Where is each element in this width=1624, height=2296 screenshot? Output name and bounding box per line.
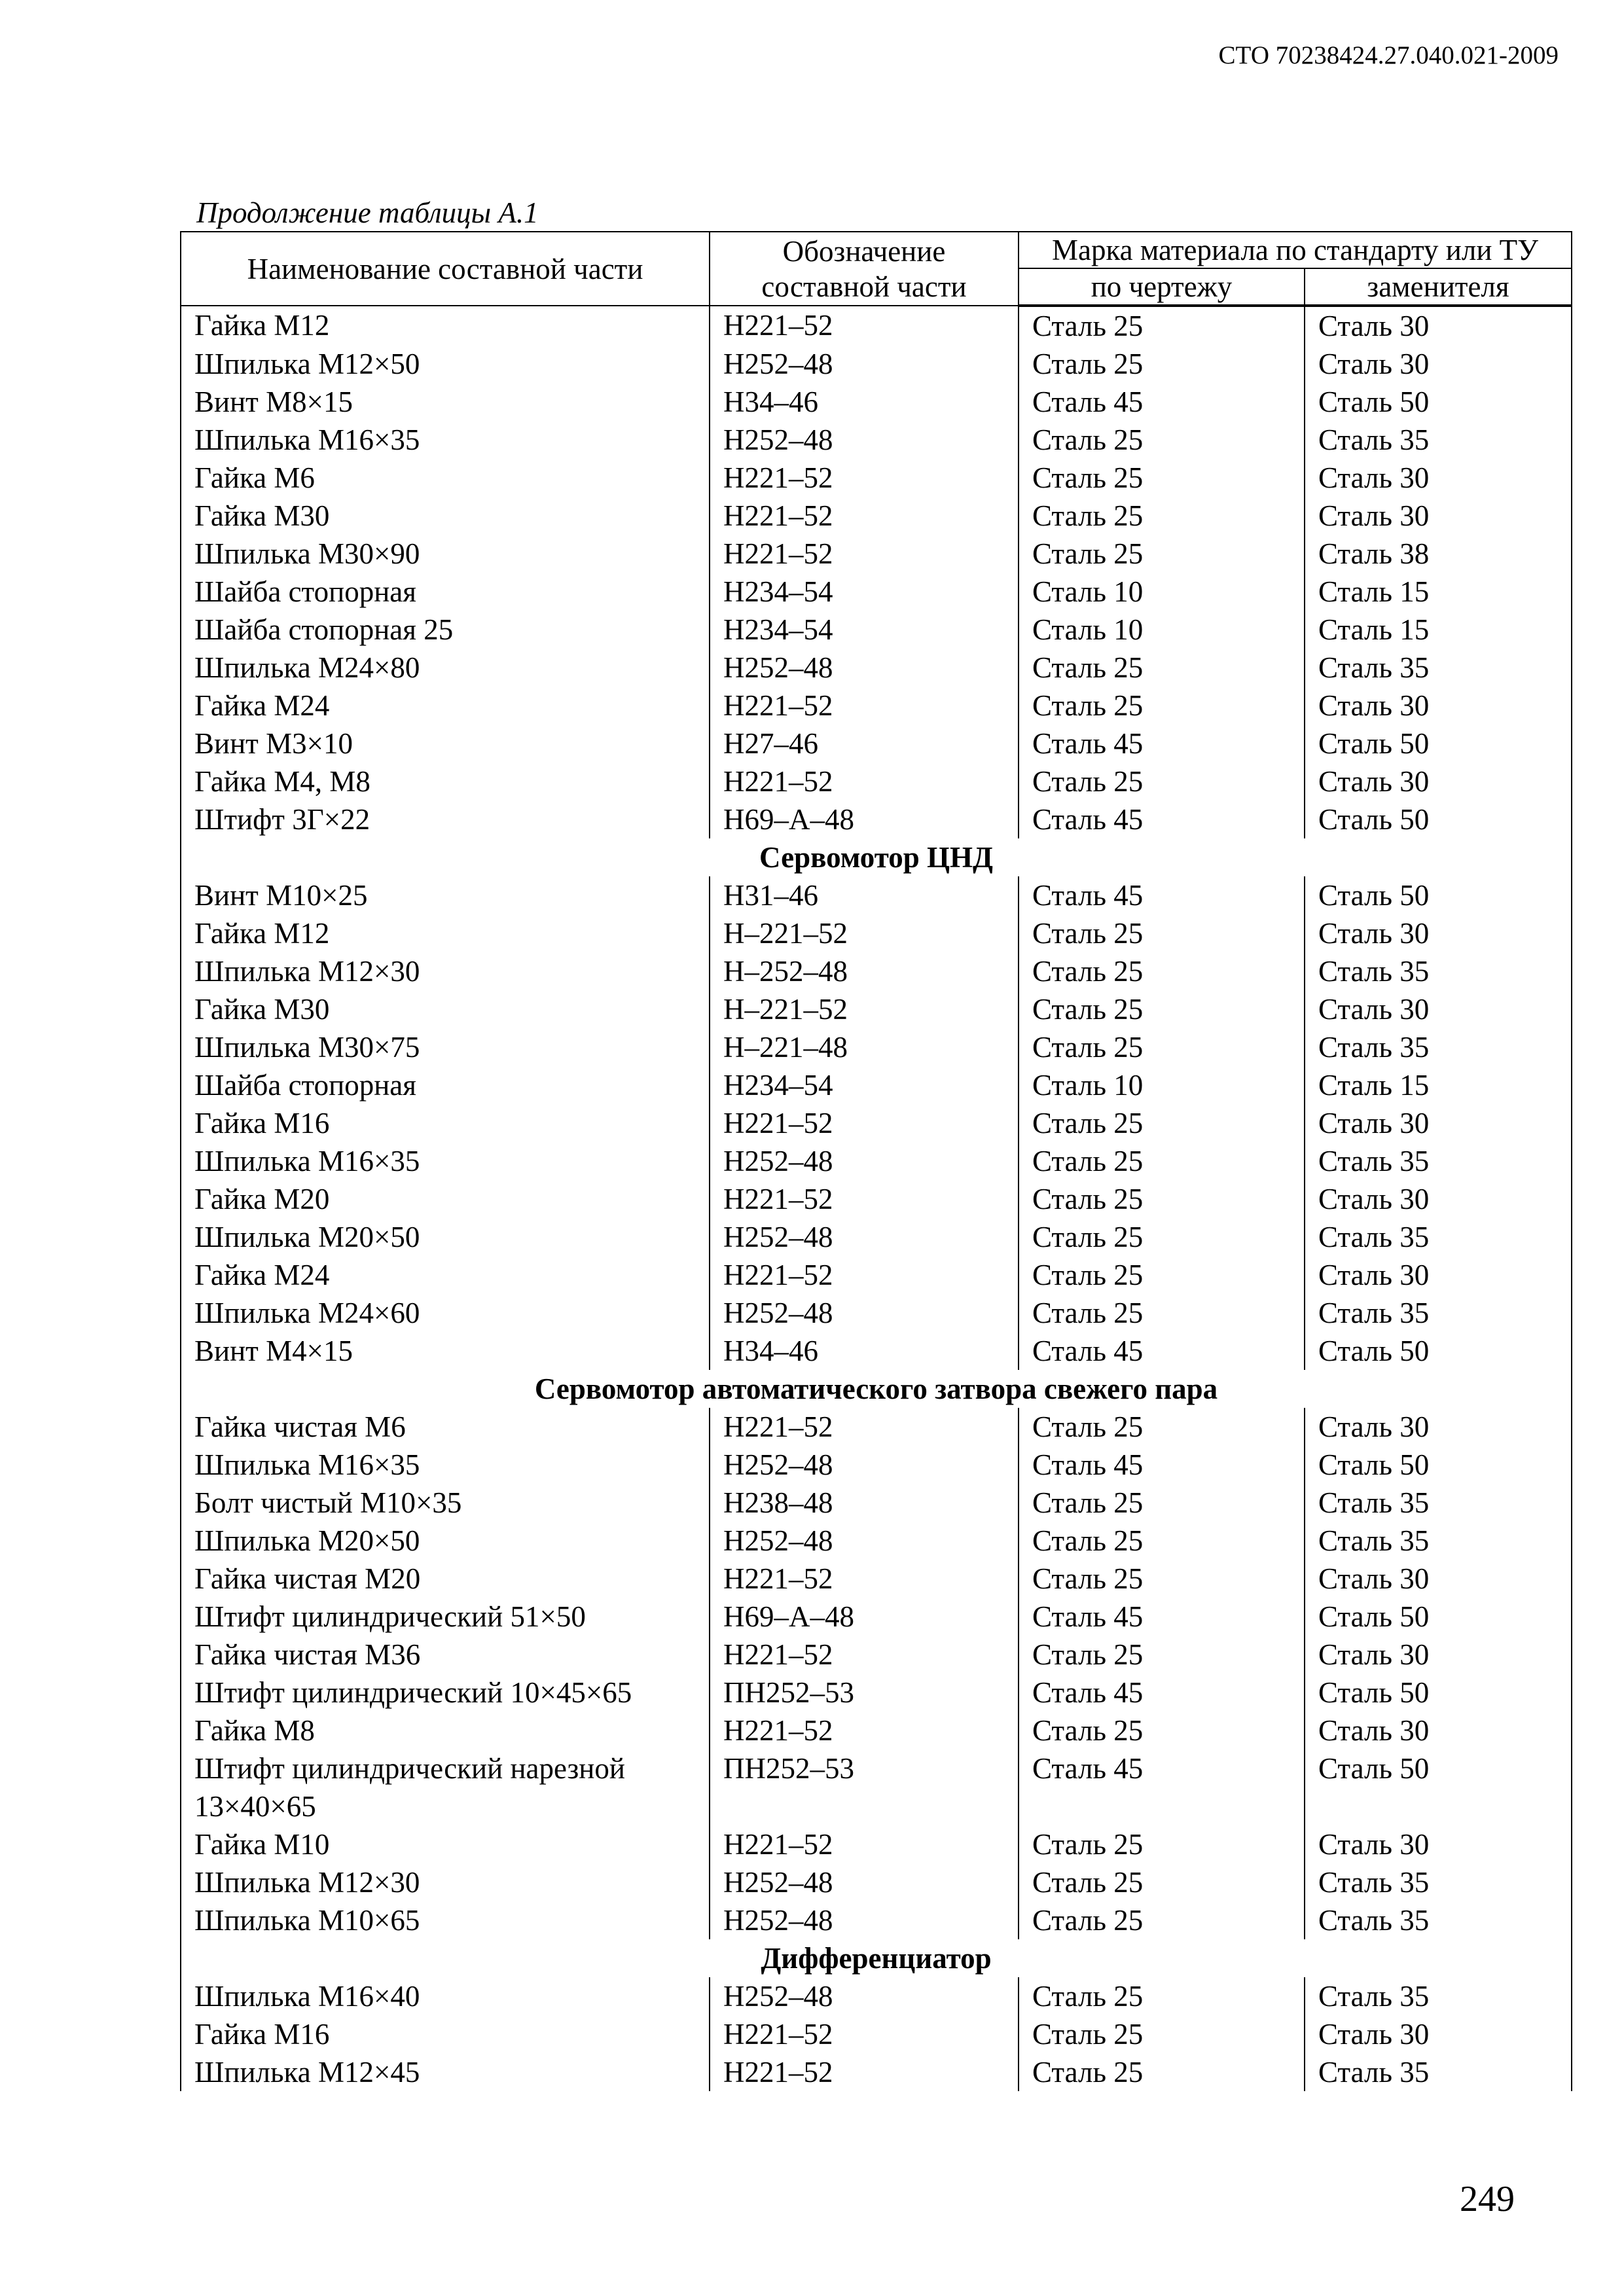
table-row [181, 1712, 1572, 1749]
cell-name: Гайка М6 [181, 459, 710, 497]
cell-name: Штифт 3Г×22 [181, 800, 710, 838]
cell-material-drawing: Сталь 25 [1019, 421, 1305, 459]
table-row [181, 1332, 1572, 1370]
table-row [181, 725, 1572, 762]
table-row [181, 1863, 1572, 1901]
cell-name: Винт М3×10 [181, 725, 710, 762]
cell-material-drawing: Сталь 25 [1019, 1408, 1305, 1446]
cell-designation: Н31–46 [710, 876, 1019, 914]
cell-material-drawing: Сталь 10 [1019, 1066, 1305, 1104]
page-number: 249 [1460, 2179, 1515, 2219]
cell-designation: Н252–48 [710, 1142, 1019, 1180]
cell-name: Шпилька М20×50 [181, 1218, 710, 1256]
cell-designation: ПН252–53 [710, 1674, 1019, 1712]
cell-name: Шпилька М24×60 [181, 1294, 710, 1332]
cell-name: Шпилька М12×45 [181, 2053, 710, 2091]
cell-material-substitute: Сталь 30 [1305, 497, 1572, 535]
table-row [181, 2053, 1572, 2091]
cell-designation: Н–221–48 [710, 1028, 1019, 1066]
cell-name: Гайка М4, М8 [181, 762, 710, 800]
cell-designation: Н221–52 [710, 1256, 1019, 1294]
cell-material-substitute: Сталь 15 [1305, 611, 1572, 649]
cell-material-drawing: Сталь 45 [1019, 1749, 1305, 1825]
cell-designation: Н221–52 [710, 535, 1019, 573]
cell-material-substitute: Сталь 35 [1305, 649, 1572, 687]
cell-material-substitute: Сталь 30 [1305, 990, 1572, 1028]
cell-designation: Н252–48 [710, 1294, 1019, 1332]
table-row [181, 611, 1572, 649]
table-row [181, 1408, 1572, 1446]
table-row [181, 687, 1572, 725]
cell-designation: Н221–52 [710, 1104, 1019, 1142]
table-row [181, 800, 1572, 838]
cell-name: Шпилька М24×80 [181, 649, 710, 687]
cell-designation: Н252–48 [710, 1218, 1019, 1256]
cell-designation: Н221–52 [710, 1636, 1019, 1674]
cell-material-substitute: Сталь 30 [1305, 1636, 1572, 1674]
cell-designation: Н252–48 [710, 649, 1019, 687]
cell-designation: Н221–52 [710, 306, 1019, 345]
cell-material-drawing: Сталь 25 [1019, 1712, 1305, 1749]
cell-name: Гайка чистая М20 [181, 1560, 710, 1598]
cell-name: Гайка М30 [181, 990, 710, 1028]
table-row [181, 306, 1572, 345]
cell-material-substitute: Сталь 30 [1305, 1408, 1572, 1446]
cell-name: Штифт цилиндрический нарезной 13×40×65 [181, 1749, 710, 1825]
cell-designation: Н221–52 [710, 1180, 1019, 1218]
cell-name: Гайка М30 [181, 497, 710, 535]
cell-designation: Н252–48 [710, 345, 1019, 383]
cell-material-substitute: Сталь 50 [1305, 1749, 1572, 1825]
table-row [181, 1066, 1572, 1104]
cell-material-drawing: Сталь 25 [1019, 1522, 1305, 1560]
cell-name: Гайка М24 [181, 687, 710, 725]
cell-designation: Н234–54 [710, 611, 1019, 649]
cell-material-drawing: Сталь 25 [1019, 1825, 1305, 1863]
table-row [181, 1901, 1572, 1939]
cell-designation: Н221–52 [710, 687, 1019, 725]
cell-name: Штифт цилиндрический 10×45×65 [181, 1674, 710, 1712]
cell-material-substitute: Сталь 35 [1305, 421, 1572, 459]
cell-name: Винт М8×15 [181, 383, 710, 421]
cell-name: Шпилька М20×50 [181, 1522, 710, 1560]
cell-material-drawing: Сталь 25 [1019, 2053, 1305, 2091]
cell-name: Шайба стопорная 25 [181, 611, 710, 649]
cell-material-drawing: Сталь 25 [1019, 306, 1305, 345]
header-by-drawing: по чертежу [1019, 268, 1305, 306]
cell-material-substitute: Сталь 30 [1305, 1104, 1572, 1142]
cell-name: Шпилька М10×65 [181, 1901, 710, 1939]
cell-name: Штифт цилиндрический 51×50 [181, 1598, 710, 1636]
cell-name: Винт М4×15 [181, 1332, 710, 1370]
cell-material-drawing: Сталь 25 [1019, 1901, 1305, 1939]
cell-material-substitute: Сталь 30 [1305, 1560, 1572, 1598]
cell-name: Гайка чистая М6 [181, 1408, 710, 1446]
cell-material-drawing: Сталь 45 [1019, 1332, 1305, 1370]
table-row [181, 1028, 1572, 1066]
cell-name: Гайка М16 [181, 1104, 710, 1142]
header-substitute: заменителя [1305, 268, 1572, 306]
cell-material-drawing: Сталь 25 [1019, 1863, 1305, 1901]
cell-designation: Н34–46 [710, 1332, 1019, 1370]
cell-name: Шпилька М16×35 [181, 1142, 710, 1180]
cell-material-drawing: Сталь 25 [1019, 497, 1305, 535]
cell-name: Болт чистый М10×35 [181, 1484, 710, 1522]
table-row [181, 876, 1572, 914]
table-body [181, 306, 1572, 2091]
cell-material-substitute: Сталь 30 [1305, 1180, 1572, 1218]
cell-material-drawing: Сталь 25 [1019, 1977, 1305, 2015]
cell-material-substitute: Сталь 35 [1305, 1294, 1572, 1332]
cell-material-drawing: Сталь 25 [1019, 1636, 1305, 1674]
cell-material-drawing: Сталь 25 [1019, 1142, 1305, 1180]
cell-designation: Н69–А–48 [710, 1598, 1019, 1636]
cell-designation: Н221–52 [710, 762, 1019, 800]
cell-material-substitute: Сталь 50 [1305, 725, 1572, 762]
table-row [181, 1598, 1572, 1636]
table-row [181, 1674, 1572, 1712]
cell-material-substitute: Сталь 35 [1305, 2053, 1572, 2091]
section-title: Дифференциатор [181, 1939, 1572, 1977]
cell-name: Гайка М16 [181, 2015, 710, 2053]
cell-name: Шпилька М16×35 [181, 1446, 710, 1484]
table-row [181, 497, 1572, 535]
cell-name: Шпилька М30×75 [181, 1028, 710, 1066]
cell-material-drawing: Сталь 25 [1019, 1484, 1305, 1522]
cell-designation: Н252–48 [710, 1446, 1019, 1484]
cell-material-drawing: Сталь 25 [1019, 535, 1305, 573]
cell-material-drawing: Сталь 45 [1019, 383, 1305, 421]
cell-designation: Н34–46 [710, 383, 1019, 421]
cell-material-drawing: Сталь 45 [1019, 800, 1305, 838]
cell-material-drawing: Сталь 25 [1019, 687, 1305, 725]
header-designation: Обозначение составной части [710, 232, 1019, 306]
cell-material-substitute: Сталь 35 [1305, 1484, 1572, 1522]
cell-designation: Н221–52 [710, 1560, 1019, 1598]
cell-name: Шпилька М12×50 [181, 345, 710, 383]
cell-material-substitute: Сталь 15 [1305, 573, 1572, 611]
cell-material-substitute: Сталь 30 [1305, 345, 1572, 383]
section-row [181, 838, 1572, 876]
cell-material-drawing: Сталь 25 [1019, 1028, 1305, 1066]
cell-designation: Н–221–52 [710, 914, 1019, 952]
table-row [181, 1446, 1572, 1484]
cell-designation: Н238–48 [710, 1484, 1019, 1522]
cell-designation: Н221–52 [710, 2015, 1019, 2053]
cell-designation: Н252–48 [710, 1901, 1019, 1939]
cell-material-substitute: Сталь 35 [1305, 1901, 1572, 1939]
document-code: СТО 70238424.27.040.021-2009 [1218, 41, 1559, 69]
table-row [181, 914, 1572, 952]
cell-designation: Н252–48 [710, 1522, 1019, 1560]
cell-material-substitute: Сталь 50 [1305, 1446, 1572, 1484]
cell-material-substitute: Сталь 50 [1305, 800, 1572, 838]
section-title: Сервомотор ЦНД [181, 838, 1572, 876]
cell-material-drawing: Сталь 45 [1019, 725, 1305, 762]
header-material-group: Марка материала по стандарту или ТУ [1019, 232, 1572, 268]
table-row [181, 459, 1572, 497]
table-row [181, 1104, 1572, 1142]
cell-designation: Н–252–48 [710, 952, 1019, 990]
cell-material-drawing: Сталь 25 [1019, 762, 1305, 800]
table-caption: Продолжение таблицы А.1 [196, 196, 539, 229]
cell-material-substitute: Сталь 30 [1305, 1712, 1572, 1749]
cell-material-substitute: Сталь 35 [1305, 952, 1572, 990]
cell-designation: Н234–54 [710, 573, 1019, 611]
cell-name: Гайка М12 [181, 914, 710, 952]
cell-designation: ПН252–53 [710, 1749, 1019, 1825]
table-row [181, 2015, 1572, 2053]
cell-name: Шпилька М12×30 [181, 952, 710, 990]
cell-material-drawing: Сталь 25 [1019, 1180, 1305, 1218]
cell-material-substitute: Сталь 30 [1305, 762, 1572, 800]
cell-material-substitute: Сталь 50 [1305, 1674, 1572, 1712]
cell-name: Гайка М20 [181, 1180, 710, 1218]
cell-material-substitute: Сталь 15 [1305, 1066, 1572, 1104]
cell-name: Гайка М10 [181, 1825, 710, 1863]
cell-name: Гайка М24 [181, 1256, 710, 1294]
cell-name: Шпилька М16×35 [181, 421, 710, 459]
cell-material-substitute: Сталь 30 [1305, 687, 1572, 725]
table-row [181, 1560, 1572, 1598]
table-row [181, 1636, 1572, 1674]
cell-name: Гайка М8 [181, 1712, 710, 1749]
cell-designation: Н221–52 [710, 1712, 1019, 1749]
cell-material-drawing: Сталь 45 [1019, 1674, 1305, 1712]
cell-designation: Н252–48 [710, 1863, 1019, 1901]
cell-designation: Н221–52 [710, 2053, 1019, 2091]
table-row [181, 649, 1572, 687]
cell-material-substitute: Сталь 30 [1305, 459, 1572, 497]
cell-material-drawing: Сталь 25 [1019, 1294, 1305, 1332]
table-row [181, 1294, 1572, 1332]
cell-material-drawing: Сталь 45 [1019, 1446, 1305, 1484]
cell-material-substitute: Сталь 38 [1305, 535, 1572, 573]
table-row [181, 1218, 1572, 1256]
cell-material-drawing: Сталь 25 [1019, 1560, 1305, 1598]
cell-designation: Н221–52 [710, 1408, 1019, 1446]
cell-material-substitute: Сталь 30 [1305, 1825, 1572, 1863]
cell-name: Шпилька М12×30 [181, 1863, 710, 1901]
cell-material-substitute: Сталь 30 [1305, 306, 1572, 345]
cell-material-substitute: Сталь 50 [1305, 876, 1572, 914]
cell-material-substitute: Сталь 30 [1305, 2015, 1572, 2053]
cell-material-drawing: Сталь 25 [1019, 1218, 1305, 1256]
cell-designation: Н234–54 [710, 1066, 1019, 1104]
cell-designation: Н221–52 [710, 1825, 1019, 1863]
cell-material-substitute: Сталь 50 [1305, 1332, 1572, 1370]
cell-material-drawing: Сталь 25 [1019, 990, 1305, 1028]
cell-name: Винт М10×25 [181, 876, 710, 914]
table-row [181, 345, 1572, 383]
cell-material-substitute: Сталь 35 [1305, 1218, 1572, 1256]
cell-material-substitute: Сталь 35 [1305, 1028, 1572, 1066]
cell-material-drawing: Сталь 25 [1019, 1104, 1305, 1142]
cell-material-drawing: Сталь 25 [1019, 1256, 1305, 1294]
cell-material-drawing: Сталь 25 [1019, 459, 1305, 497]
cell-material-drawing: Сталь 25 [1019, 952, 1305, 990]
cell-material-substitute: Сталь 30 [1305, 914, 1572, 952]
cell-material-substitute: Сталь 30 [1305, 1256, 1572, 1294]
table-row [181, 1142, 1572, 1180]
cell-name: Гайка М12 [181, 306, 710, 345]
cell-designation: Н221–52 [710, 497, 1019, 535]
cell-material-drawing: Сталь 45 [1019, 876, 1305, 914]
cell-material-substitute: Сталь 50 [1305, 1598, 1572, 1636]
table-row [181, 1180, 1572, 1218]
cell-material-drawing: Сталь 25 [1019, 914, 1305, 952]
table-row [181, 1484, 1572, 1522]
cell-name: Шпилька М30×90 [181, 535, 710, 573]
cell-material-substitute: Сталь 35 [1305, 1977, 1572, 2015]
table-row [181, 421, 1572, 459]
cell-designation: Н–221–52 [710, 990, 1019, 1028]
cell-material-substitute: Сталь 35 [1305, 1142, 1572, 1180]
cell-name: Гайка чистая М36 [181, 1636, 710, 1674]
section-title: Сервомотор автоматического затвора свежего пара [181, 1370, 1572, 1408]
table-row [181, 573, 1572, 611]
header-name: Наименование составной части [181, 232, 710, 306]
table-row [181, 535, 1572, 573]
section-row [181, 1370, 1572, 1408]
cell-material-drawing: Сталь 10 [1019, 573, 1305, 611]
cell-material-substitute: Сталь 35 [1305, 1522, 1572, 1560]
materials-table [180, 231, 1572, 2091]
table-row [181, 1749, 1572, 1825]
table-row [181, 1256, 1572, 1294]
table-row [181, 1522, 1572, 1560]
cell-designation: Н27–46 [710, 725, 1019, 762]
table-row [181, 1977, 1572, 2015]
cell-material-drawing: Сталь 25 [1019, 345, 1305, 383]
table-row [181, 990, 1572, 1028]
table-row [181, 762, 1572, 800]
cell-material-substitute: Сталь 50 [1305, 383, 1572, 421]
cell-designation: Н252–48 [710, 1977, 1019, 2015]
section-row [181, 1939, 1572, 1977]
cell-material-substitute: Сталь 35 [1305, 1863, 1572, 1901]
table-row [181, 1825, 1572, 1863]
cell-designation: Н252–48 [710, 421, 1019, 459]
cell-designation: Н69–А–48 [710, 800, 1019, 838]
cell-designation: Н221–52 [710, 459, 1019, 497]
cell-material-drawing: Сталь 45 [1019, 1598, 1305, 1636]
cell-material-drawing: Сталь 25 [1019, 2015, 1305, 2053]
cell-material-drawing: Сталь 25 [1019, 649, 1305, 687]
cell-name: Шайба стопорная [181, 1066, 710, 1104]
table-row [181, 383, 1572, 421]
cell-material-drawing: Сталь 10 [1019, 611, 1305, 649]
table-row [181, 952, 1572, 990]
table-header [181, 232, 1572, 306]
cell-name: Шпилька М16×40 [181, 1977, 710, 2015]
cell-name: Шайба стопорная [181, 573, 710, 611]
